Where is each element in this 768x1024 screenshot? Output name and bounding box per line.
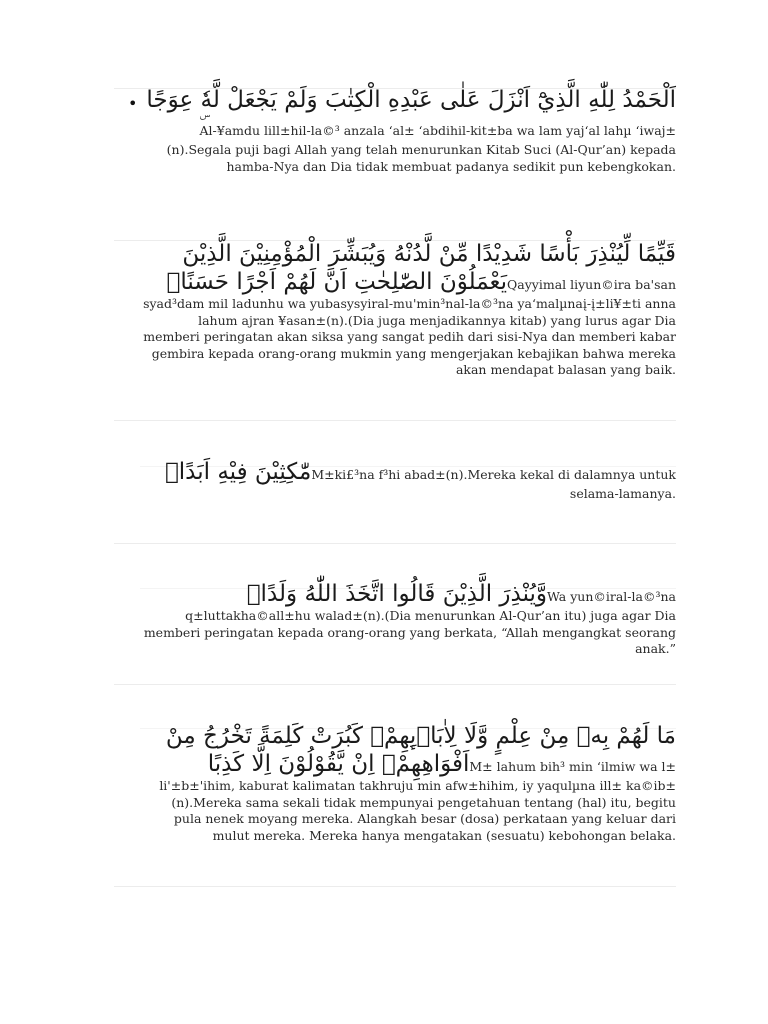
arabic-text: وَّيُنْذِرَ الَّذِيْنَ قَالُوا اتَّخَذَ اللّٰهُ وَلَدًاۖ <box>246 581 548 607</box>
list-bullet: • <box>128 94 138 113</box>
verse-block <box>140 722 676 844</box>
translation-text: Mereka kekal di dalamnya untuk selama-lamanya. <box>467 467 676 501</box>
transliteration-text: Wa yun©iral-la©³na q±luttakha©all±hu walad±(n). <box>185 589 676 623</box>
arabic-text: مَا لَهُمْ بِهٖ مِنْ عِلْمٍ وَّلَا لِاٰبَاۤىِٕهِمْۗ كَبُرَتْ كَلِمَةً تَخْرُجُ مِنْ اَفْوَاهِهِمْۗ اِنْ يَّقُوْلُوْنَ اِلَّا كَذِبًا <box>165 723 676 777</box>
translation-text: Mereka sama sekali tidak mempunyai pengetahuan tentang (hal) itu, begitu pula nenek moyang mereka. Alangkah besar (dosa) perkataan yang keluar dari mulut mereka. Mereka hanya mengatakan (sesuatu) kebohongan belaka. <box>173 794 676 843</box>
translation-text: (Dia menurunkan Al-Qur’an itu) juga agar Dia memberi peringatan kepada orang-orang yang berkata, “Allah mengangkat seorang anak.” <box>143 608 676 656</box>
transliteration-text: Qayyimal liyun©ira ba'san syad³dam mil ladunhu wa yubasysyiral-mu'min³nal-la©³na ya‘malµnaį-į±li¥±ti anna lahum ajran ¥asan±(n). <box>143 277 676 328</box>
translation-text: (Dia juga menjadikannya kitab) yang lurus agar Dia memberi peringatan akan siksa yang sangat pedih dari sisi-Nya dan memberi kabar gembira kepada orang-orang mukmin yang mengerjakan kebajikan bahwa mereka akan mendapat balasan yang baik. <box>143 312 676 377</box>
arabic-text: اَلْحَمْدُ لِلّٰهِ الَّذِيْٓ اَنْزَلَ عَلٰى عَبْدِهِ الْكِتٰبَ وَلَمْ يَجْعَلْ لَّهٗ عِوَجًا <box>146 87 676 113</box>
verse-block <box>140 240 676 379</box>
arabic-text: مّٰكِثِيْنَ فِيْهِ اَبَدًاۙ <box>164 459 312 485</box>
divider <box>114 886 676 887</box>
transliteration-text: Al-¥amdu lill±hil-la©³ anzala ‘al± ‘abdihil-kit±ba wa lam yaj‘al lahµ ‘iwaj±(n). <box>166 123 676 157</box>
transliteration-text: M±ki£³na f³hi abad±(n). <box>311 467 468 482</box>
arabic-text: قَيِّمًا لِّيُنْذِرَ بَأْسًا شَدِيْدًا مِّنْ لَّدُنْهُ وَيُبَشِّرَ الْمُؤْمِنِيْنَ الَّذِيْنَ يَعْمَلُوْنَ الصّٰلِحٰتِ اَنَّ لَهُمْ اَجْرًا حَسَنًاۙ <box>166 241 676 295</box>
verse-block <box>140 458 676 503</box>
verse-block <box>140 86 676 175</box>
transliteration-text: M± lahum bih³ min ‘ilmiw wa l± li'±b±'ihim, kaburat kalimatan takhruju min afw±hihim, iy yaqulµna ill± ka©ib±(n). <box>159 759 676 810</box>
divider <box>114 420 676 421</box>
divider <box>114 684 676 685</box>
verse-block <box>140 580 676 658</box>
divider <box>114 543 676 544</box>
translation-text: Segala puji bagi Allah yang telah menurunkan Kitab Suci (Al-Qur’an) kepada hamba-Nya dan Dia tidak membuat padanya sedikit pun kebengkokan. <box>188 142 676 174</box>
